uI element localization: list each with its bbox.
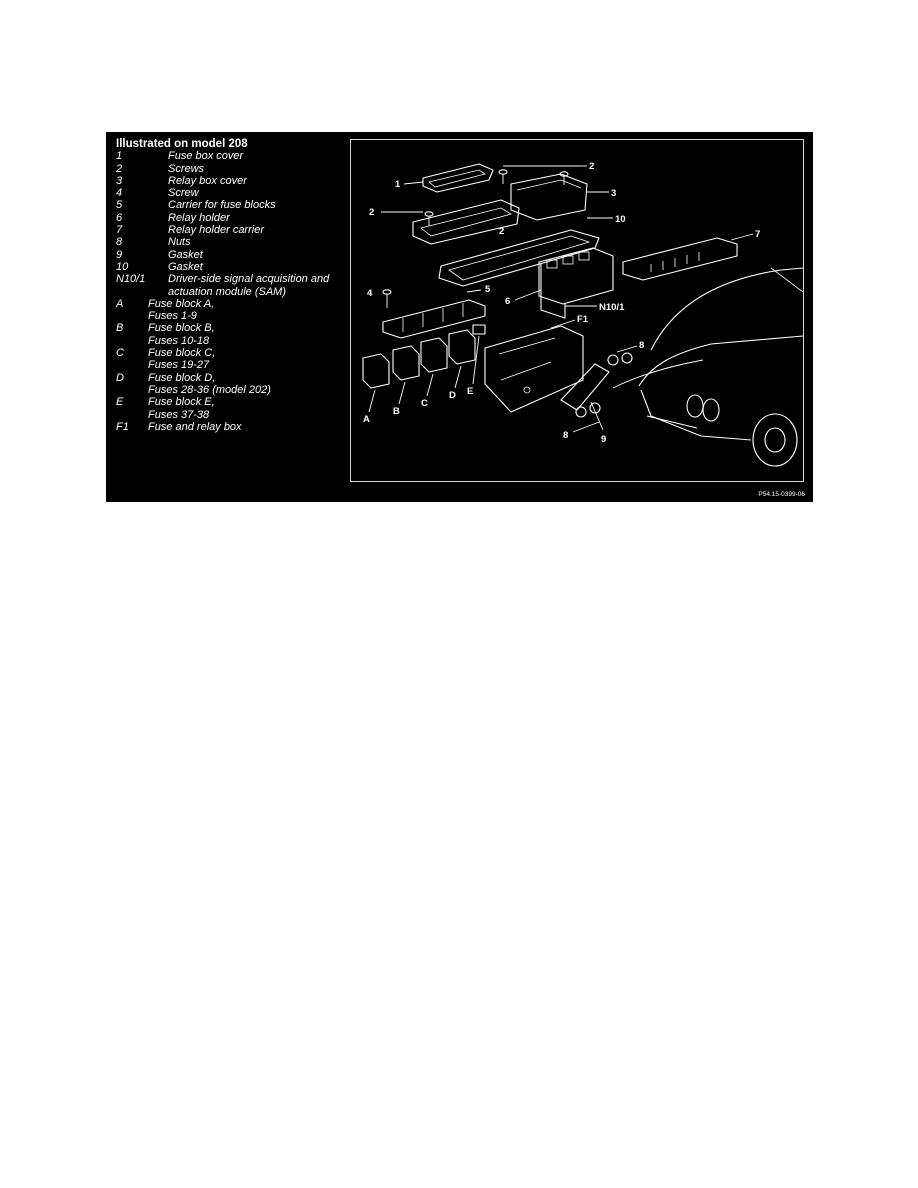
legend-text: Fuse block A,	[148, 297, 215, 310]
legend-item	[116, 212, 352, 224]
legend-text: Nuts	[168, 236, 191, 249]
legend-text: Driver-side signal acquisition and	[168, 273, 330, 286]
legend-text: Fuses 28-36 (model 202)	[148, 383, 271, 396]
legend-text: Screws	[168, 162, 205, 175]
callout-f1: F1	[577, 314, 589, 325]
callout-e: E	[467, 386, 474, 397]
legend-key: 4	[116, 187, 123, 200]
legend-key: C	[116, 347, 124, 360]
fuse-box-base-frame	[413, 200, 519, 244]
exploded-view-svg	[351, 140, 803, 481]
legend	[116, 138, 352, 433]
callout-6: 6	[505, 296, 511, 307]
legend-item	[116, 224, 352, 236]
legend-text: Fuses 19-27	[148, 359, 210, 372]
legend-item	[116, 347, 352, 359]
leader-1	[404, 182, 423, 184]
leader-8-bottom	[573, 422, 599, 432]
legend-text: Fuse block C,	[148, 347, 216, 360]
legend-item-continuation	[116, 359, 352, 371]
callout-5: 5	[485, 284, 491, 295]
legend-text: Fuse box cover	[168, 150, 244, 163]
callout-a: A	[363, 414, 370, 425]
callout-2-left: 2	[369, 207, 375, 218]
legend-text: Relay holder carrier	[168, 224, 264, 237]
legend-key: E	[116, 396, 124, 409]
exploded-view-drawing	[350, 139, 804, 482]
screw-4	[383, 290, 391, 308]
legend-item	[116, 396, 352, 408]
legend-item	[116, 249, 352, 261]
legend-key: 3	[116, 174, 123, 187]
relay-box-cover	[511, 174, 587, 220]
legend-item	[116, 421, 352, 433]
legend-text: Gasket	[168, 260, 203, 273]
legend-item	[116, 199, 352, 211]
callout-3: 3	[611, 188, 617, 199]
callout-b: B	[393, 406, 400, 417]
legend-item	[116, 372, 352, 384]
legend-text: Relay box cover	[168, 174, 247, 187]
legend-item-continuation	[116, 409, 352, 421]
leader-a	[369, 390, 375, 412]
legend-text: Fuse block D,	[148, 371, 216, 384]
legend-key: 1	[116, 150, 123, 163]
callout-9: 9	[601, 434, 607, 445]
legend-key: B	[116, 322, 124, 335]
legend-item	[116, 236, 352, 248]
fuse-relay-box	[485, 326, 583, 412]
callout-2-top: 2	[589, 161, 595, 172]
gasket-10	[439, 230, 599, 286]
legend-item	[116, 261, 352, 273]
legend-text: Relay holder	[168, 211, 230, 224]
legend-key: 9	[116, 248, 123, 261]
fuse-box-cover	[423, 164, 493, 192]
legend-item	[116, 273, 352, 285]
legend-key: 5	[116, 199, 123, 212]
legend-text: Fuse and relay box	[148, 420, 242, 433]
legend-key: D	[116, 371, 124, 384]
legend-item	[116, 150, 352, 162]
fuse-blocks-row	[363, 325, 485, 388]
legend-key: F1	[116, 420, 129, 433]
figure-panel	[106, 132, 813, 502]
legend-text: Carrier for fuse blocks	[168, 199, 276, 212]
legend-text: Fuse block E,	[148, 396, 215, 409]
leader-6	[515, 290, 541, 300]
legend-item-continuation	[116, 335, 352, 347]
callout-10: 10	[615, 214, 626, 225]
nuts	[576, 353, 632, 417]
legend-text: Fuses 10-18	[148, 334, 210, 347]
legend-key: 10	[116, 260, 129, 273]
leader-9	[591, 402, 603, 430]
legend-item	[116, 298, 352, 310]
legend-text: Fuses 1-9	[148, 310, 197, 323]
callout-2-mid: 2	[499, 226, 505, 237]
callout-7: 7	[755, 229, 761, 240]
callout-d: D	[449, 390, 456, 401]
legend-item	[116, 322, 352, 334]
callout-8-bottom: 8	[563, 430, 569, 441]
leader-5	[467, 290, 481, 292]
legend-item-continuation	[116, 310, 352, 322]
legend-key: 8	[116, 236, 123, 249]
legend-key: 6	[116, 211, 123, 224]
legend-key: 7	[116, 224, 123, 237]
legend-text: Screw	[168, 187, 199, 200]
legend-text: Gasket	[168, 248, 203, 261]
legend-title: Illustrated on model 208	[116, 138, 248, 150]
callout-c: C	[421, 398, 428, 409]
legend-item	[116, 163, 352, 175]
leader-7	[731, 234, 753, 240]
vehicle-front-view	[613, 268, 803, 466]
legend-key: N10/1	[116, 273, 146, 286]
legend-item	[116, 187, 352, 199]
legend-text: Fuses 37-38	[148, 408, 210, 421]
leader-c	[427, 374, 433, 396]
callout-n10-1: N10/1	[599, 302, 625, 313]
legend-key: A	[116, 297, 124, 310]
legend-list	[116, 150, 352, 433]
legend-item-continuation	[116, 384, 352, 396]
callout-4: 4	[367, 288, 373, 299]
legend-text: Fuse block B,	[148, 322, 215, 335]
leader-b	[399, 382, 405, 404]
figure-code: P54.15-0399-06	[758, 491, 805, 498]
screws-top	[499, 166, 587, 185]
leader-8-top	[617, 346, 637, 352]
legend-item-continuation	[116, 286, 352, 298]
callout-8-top: 8	[639, 340, 645, 351]
legend-key: 2	[116, 162, 123, 175]
legend-text: actuation module (SAM)	[168, 285, 286, 298]
callout-1: 1	[395, 179, 401, 190]
leader-d	[455, 366, 461, 388]
relay-holder-carrier	[623, 238, 737, 280]
legend-item	[116, 175, 352, 187]
